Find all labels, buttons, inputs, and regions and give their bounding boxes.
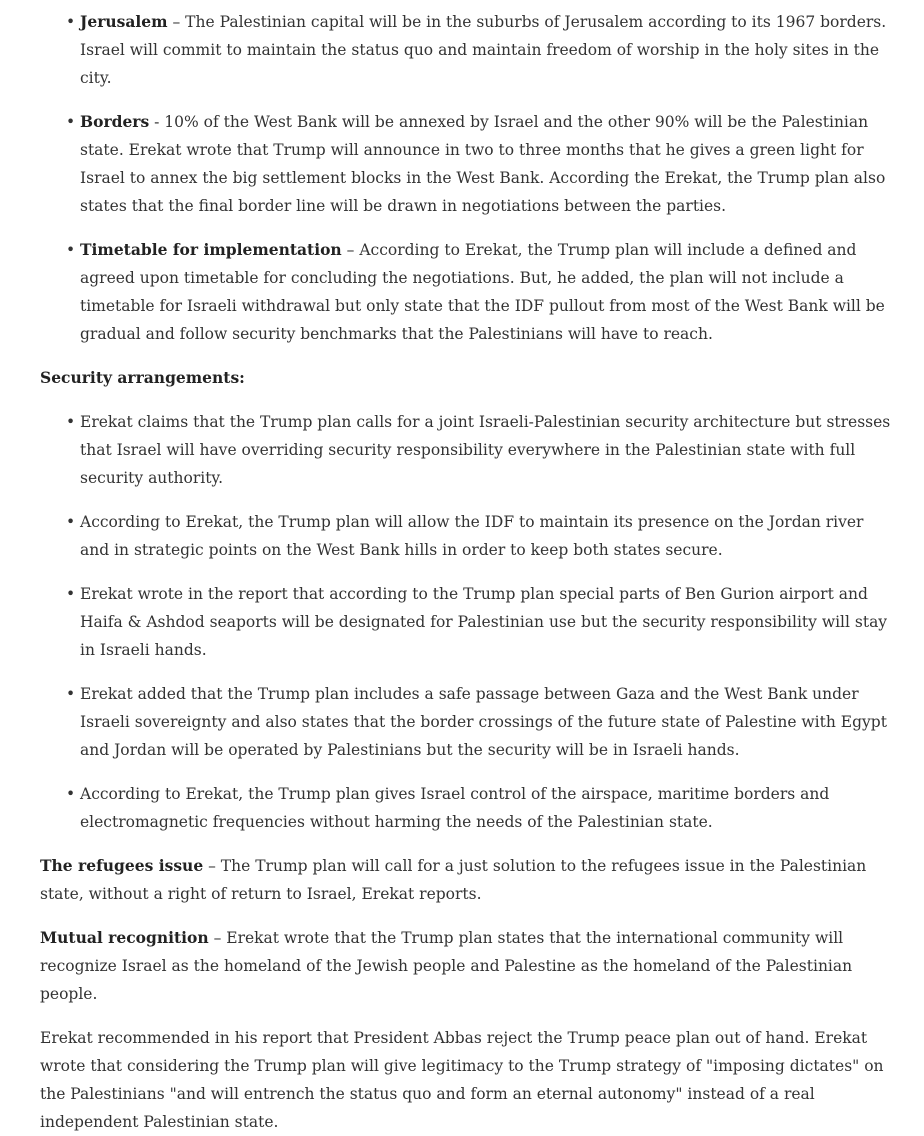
security-heading [40, 364, 894, 392]
list-item: • According to Erekat, the Trump plan gives Israel control of the airspace, maritime borders and electromagnetic frequencies without harming the needs of the Palestinian state. [80, 780, 894, 836]
separator: - [149, 113, 165, 131]
list-item-timetable [80, 236, 894, 348]
item-heading: Borders [80, 112, 150, 131]
list-item-jerusalem [80, 8, 894, 92]
separator: – [167, 13, 186, 31]
security-list [40, 408, 894, 836]
paragraph-heading: The refugees issue [40, 856, 204, 875]
plan-points-list [40, 8, 894, 348]
section-heading: Security arrangements: [40, 368, 245, 387]
item-heading: Jerusalem [80, 12, 168, 31]
separator: – [208, 929, 227, 947]
list-item: • Erekat added that the Trump plan includes a safe passage between Gaza and the West Bank under Israeli sovereignty and also states that the border crossings of the future state of Palestine with Egypt and Jordan will be operated by Palestinians but the security will be in Israeli hands. [80, 680, 894, 764]
list-item-borders [80, 108, 894, 220]
item-text: The Palestinian capital will be in the suburbs of Jerusalem according to its 1967 borders. Israel will commit to maintain the status quo and maintain freedom of worship in the holy sites in the city. [80, 13, 887, 87]
closing-paragraph: Erekat recommended in his report that President Abbas reject the Trump peace plan out of hand. Erekat wrote that considering the Trump plan will give legitimacy to the Trump strategy of "imposing dictates" on the Palestinians "and will entrench the status quo and form an eternal autonomy" instead of a real independent Palestinian state. [40, 1029, 884, 1131]
refugees-paragraph [40, 852, 894, 908]
separator: – [203, 857, 221, 875]
separator: – [341, 241, 360, 259]
recognition-paragraph [40, 924, 894, 1008]
list-item: • Erekat claims that the Trump plan calls for a joint Israeli-Palestinian security architecture but stresses that Israel will have overriding security responsibility everywhere in the Palestinian state with full security authority. [80, 408, 894, 492]
item-text: 10% of the West Bank will be annexed by Israel and the other 90% will be the Palestinian state. Erekat wrote that Trump will announce in two to three months that he gives a green light for Israel to annex the big settlement blocks in the West Bank. According the Erekat, the Trump plan also states that the final border line will be drawn in negotiations between the parties. [80, 113, 886, 215]
list-item: • According to Erekat, the Trump plan will allow the IDF to maintain its presence on the Jordan river and in strategic points on the West Bank hills in order to keep both states secure. [80, 508, 894, 564]
paragraph-text: Erekat wrote that the Trump plan states that the international community will recognize Israel as the homeland of the Jewish people and Palestine as the homeland of the Palestinian people. [40, 929, 853, 1003]
paragraph-text: The Trump plan will call for a just solution to the refugees issue in the Palestinian state, without a right of return to Israel, Erekat reports. [40, 857, 867, 903]
item-heading: Timetable for implementation [80, 240, 342, 259]
paragraph-heading: Mutual recognition [40, 928, 209, 947]
list-item: • Erekat wrote in the report that according to the Trump plan special parts of Ben Gurion airport and Haifa & Ashdod seaports will be designated for Palestinian use but the security responsibility will stay in Israeli hands. [80, 580, 894, 664]
item-text: According to Erekat, the Trump plan will include a defined and agreed upon timetable for concluding the negotiations. But, he added, the plan will not include a timetable for Israeli withdrawal but only state that the IDF pullout from most of the West Bank will be gradual and follow security benchmarks that the Palestinians will have to reach. [80, 241, 885, 343]
